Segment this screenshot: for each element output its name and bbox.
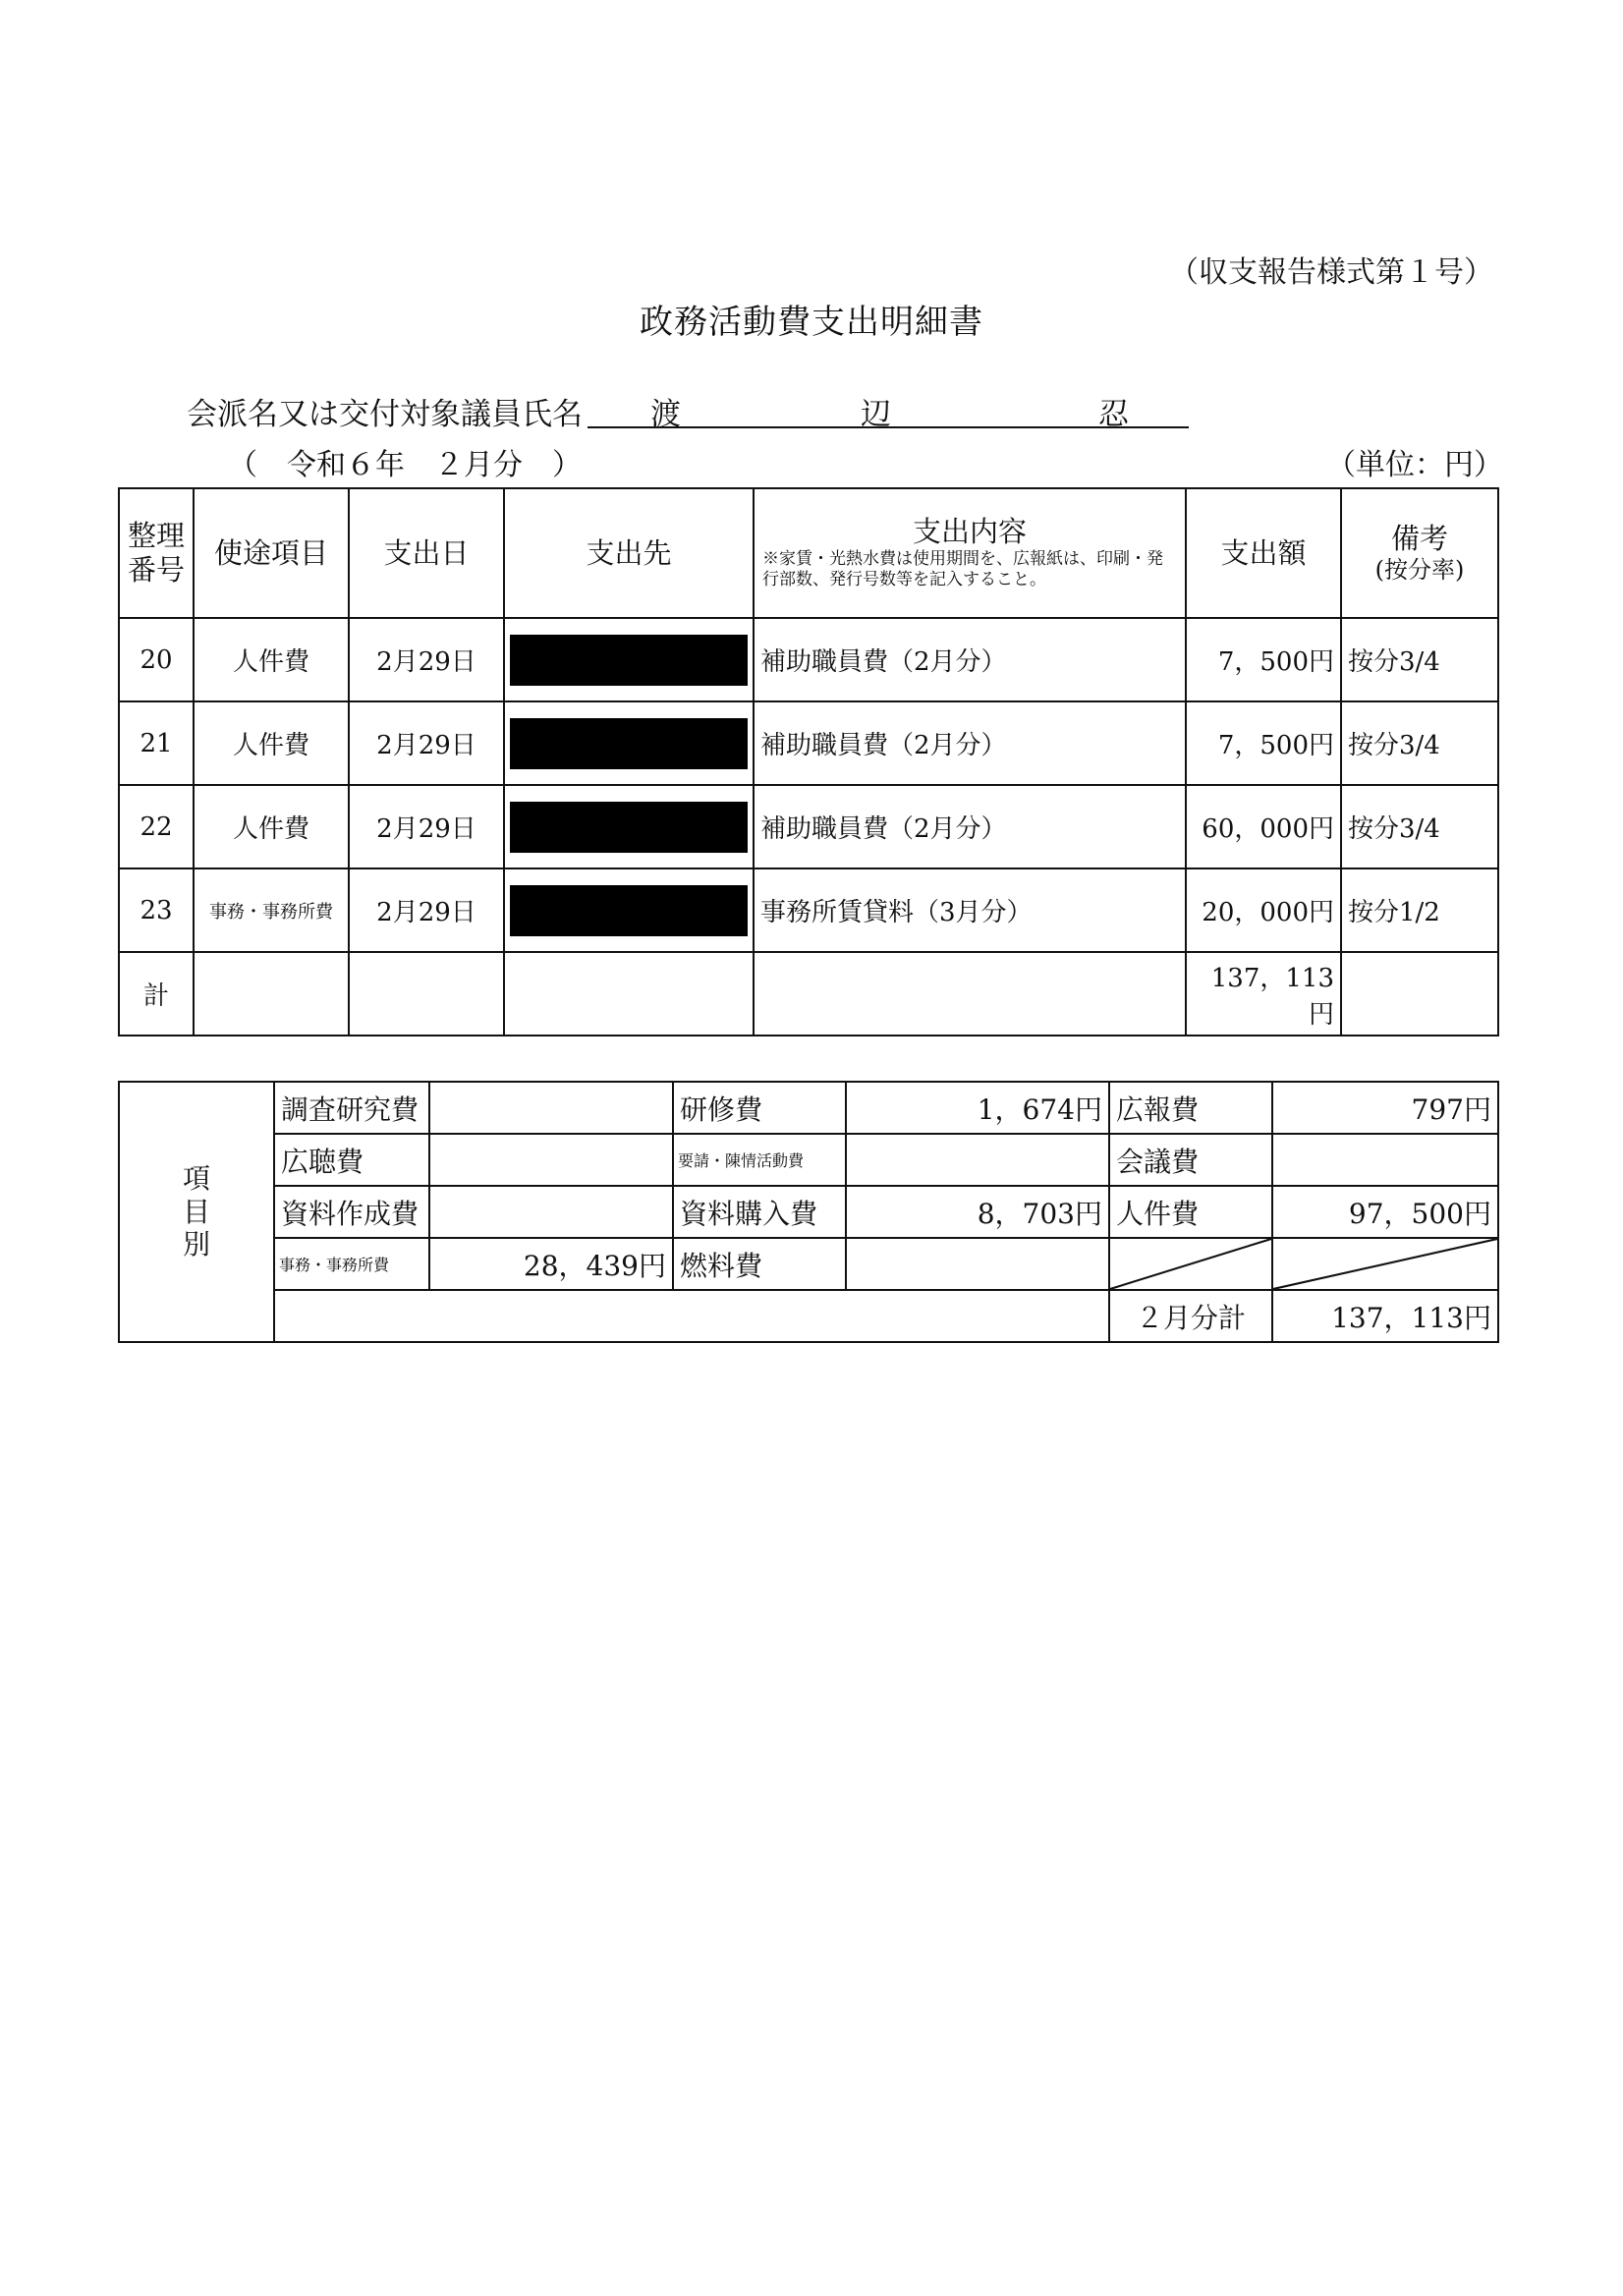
row-amount: 7，500円 — [1186, 618, 1341, 701]
row-date: 2月29日 — [349, 868, 504, 952]
office-value: 28，439円 — [429, 1238, 673, 1290]
fuel-label: 燃料費 — [673, 1238, 846, 1290]
row-remarks: 按分1/2 — [1341, 868, 1498, 952]
row-payee — [504, 701, 754, 785]
member-name-char: 忍 — [1098, 397, 1129, 432]
header-no — [119, 488, 194, 618]
side-label-char: 別 — [182, 1228, 210, 1261]
training-label: 研修費 — [673, 1082, 846, 1134]
table-row — [119, 701, 1498, 785]
empty-cell — [754, 952, 1186, 1036]
row-payee — [504, 618, 754, 701]
row-amount: 60，000円 — [1186, 785, 1341, 868]
category-side-label — [119, 1082, 274, 1342]
empty-cell — [274, 1290, 1109, 1342]
purchase-label: 資料購入費 — [673, 1186, 846, 1238]
table-header-row — [119, 488, 1498, 618]
diagonal-strike — [1273, 1239, 1497, 1289]
table-row — [119, 785, 1498, 868]
redaction-block — [510, 635, 748, 686]
empty-cell — [504, 952, 754, 1036]
row-no: 23 — [119, 868, 194, 952]
member-name-char: 渡 — [650, 397, 681, 432]
row-category: 人件費 — [194, 701, 349, 785]
docs-value — [429, 1186, 673, 1238]
row-amount: 20，000円 — [1186, 868, 1341, 952]
category-row — [119, 1082, 1498, 1134]
petition-label: 要請・陳情活動費 — [673, 1134, 846, 1186]
row-content: 事務所賃貸料（3月分） — [754, 868, 1186, 952]
redaction-block — [510, 718, 748, 769]
hearing-label: 広聴費 — [274, 1134, 429, 1186]
header-content-note: ※家賃・光熱水費は使用期間を、広報紙は、印刷・発行部数、発行号数等を記入すること。 — [762, 549, 1163, 590]
member-name-char: 辺 — [861, 397, 891, 432]
row-content: 補助職員費（2月分） — [754, 701, 1186, 785]
header-remarks — [1341, 488, 1498, 618]
total-amount: 137，113円 — [1186, 952, 1341, 1036]
header-content — [754, 488, 1186, 618]
header-payee: 支出先 — [504, 488, 754, 618]
row-date: 2月29日 — [349, 785, 504, 868]
row-category: 人件費 — [194, 618, 349, 701]
category-summary-table — [118, 1081, 1499, 1343]
category-row — [119, 1134, 1498, 1186]
personnel-value: 97，500円 — [1272, 1186, 1498, 1238]
row-no: 22 — [119, 785, 194, 868]
training-value: 1，674円 — [846, 1082, 1109, 1134]
side-label-char: 項 — [182, 1162, 210, 1196]
docs-label: 資料作成費 — [274, 1186, 429, 1238]
redaction-block — [510, 802, 748, 853]
research-value — [429, 1082, 673, 1134]
empty-cell — [1341, 952, 1498, 1036]
member-name — [588, 385, 1189, 432]
header-amount: 支出額 — [1186, 488, 1341, 618]
row-content: 補助職員費（2月分） — [754, 618, 1186, 701]
header-category: 使途項目 — [194, 488, 349, 618]
row-date: 2月29日 — [349, 701, 504, 785]
row-payee — [504, 868, 754, 952]
pr-label: 広報費 — [1109, 1082, 1272, 1134]
header-content-title: 支出内容 — [912, 515, 1027, 549]
header-remarks-title: 備考 — [1390, 522, 1448, 556]
header-no-line: 整理 — [127, 519, 185, 553]
diagonal-strike — [1110, 1239, 1271, 1289]
total-row — [119, 952, 1498, 1036]
row-category: 人件費 — [194, 785, 349, 868]
row-remarks: 按分3/4 — [1341, 785, 1498, 868]
row-no: 20 — [119, 618, 194, 701]
row-remarks: 按分3/4 — [1341, 701, 1498, 785]
document-title: 政務活動費支出明細書 — [640, 303, 983, 342]
diagonal-strike-cell — [1109, 1238, 1272, 1290]
row-no: 21 — [119, 701, 194, 785]
row-amount: 7，500円 — [1186, 701, 1341, 785]
row-date: 2月29日 — [349, 618, 504, 701]
row-content: 補助職員費（2月分） — [754, 785, 1186, 868]
expense-table — [118, 487, 1499, 1036]
category-row — [119, 1186, 1498, 1238]
meeting-value — [1272, 1134, 1498, 1186]
member-label: 会派名又は交付対象議員氏名 — [187, 397, 583, 432]
total-label: 計 — [119, 952, 194, 1036]
diagonal-strike-cell — [1272, 1238, 1498, 1290]
table-row — [119, 868, 1498, 952]
petition-value — [846, 1134, 1109, 1186]
category-row — [119, 1238, 1498, 1290]
research-label: 調査研究費 — [274, 1082, 429, 1134]
row-category: 事務・事務所費 — [194, 868, 349, 952]
row-remarks: 按分3/4 — [1341, 618, 1498, 701]
fuel-value — [846, 1238, 1109, 1290]
office-label: 事務・事務所費 — [274, 1238, 429, 1290]
redaction-block — [510, 885, 748, 936]
header-remarks-sub: (按分率) — [1374, 556, 1465, 584]
side-label-char: 目 — [182, 1195, 210, 1228]
meeting-label: 会議費 — [1109, 1134, 1272, 1186]
hearing-value — [429, 1134, 673, 1186]
empty-cell — [349, 952, 504, 1036]
header-date: 支出日 — [349, 488, 504, 618]
month-total-label: ２月分計 — [1109, 1290, 1272, 1342]
header-no-line: 番号 — [127, 553, 185, 587]
month-total-value: 137，113円 — [1272, 1290, 1498, 1342]
table-row — [119, 618, 1498, 701]
category-total-row — [119, 1290, 1498, 1342]
form-number: （収支報告様式第１号） — [1169, 255, 1493, 290]
unit-label: （単位：円） — [1326, 448, 1503, 482]
pr-value: 797円 — [1272, 1082, 1498, 1134]
report-period: （ 令和６年 ２月分 ） — [228, 448, 582, 482]
purchase-value: 8，703円 — [846, 1186, 1109, 1238]
empty-cell — [194, 952, 349, 1036]
row-payee — [504, 785, 754, 868]
personnel-label: 人件費 — [1109, 1186, 1272, 1238]
